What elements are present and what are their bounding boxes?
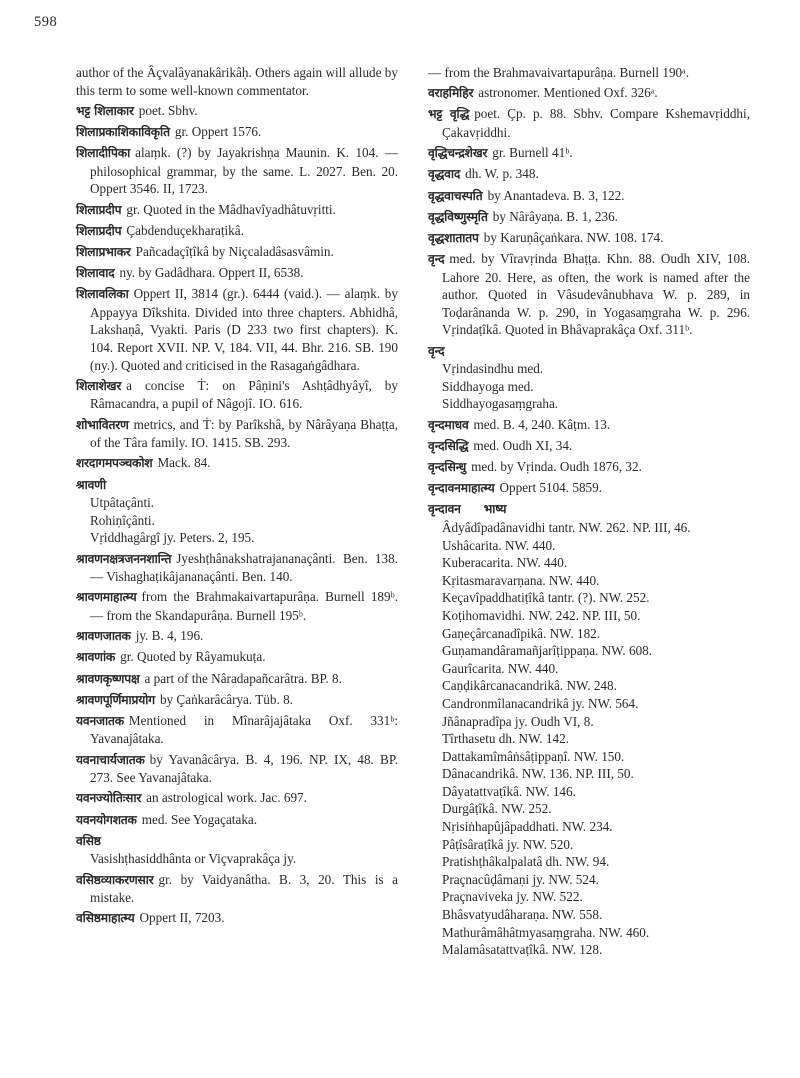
- entry-headword: वृन्दमाधव: [428, 417, 469, 432]
- dictionary-entry: [76, 712, 398, 748]
- dictionary-entry: [428, 187, 750, 206]
- entry-text: poet. Sbhv.: [138, 102, 198, 118]
- entry-text: by Yavanâcârya. B. 4, 196. NP. IX, 48. BP. 273. See Yavanajâtaka.: [90, 751, 398, 786]
- entry-headword: श्रावणनक्षत्रजननशान्ति: [76, 551, 172, 566]
- dictionary-entry: [76, 377, 398, 413]
- entry-subline: Dattakamîmâṅsâṭippaṇî. NW. 150.: [442, 748, 625, 764]
- dictionary-entry: [428, 479, 750, 498]
- entry-headword: भट्ट वृद्धि: [428, 107, 470, 122]
- entry-text: Mentioned in Mînarâjajâtaka Oxf. 331ᵇ: Yavanajâtaka.: [90, 712, 398, 747]
- dictionary-entry: [76, 454, 398, 473]
- entry-headword: वराहमिहिर: [428, 86, 474, 101]
- entry-subline: Pâṭîsâraṭîkâ jy. NW. 520.: [442, 836, 574, 852]
- entry-text: author of the Âçvalâyanakârikâḥ. Others again will allude by this term to some well-known commentator.: [76, 65, 398, 98]
- entry-headword: शिलाप्रकाशिकाविकृति: [76, 124, 170, 139]
- entry-text: by Karuṇâçaṅkara. NW. 108. 174.: [483, 229, 664, 245]
- entry-subline: Ushâcarita. NW. 440.: [442, 537, 556, 553]
- entry-subline: Praçnaviveka jy. NW. 522.: [442, 889, 583, 905]
- entry-text: by Çaṅkarâcârya. Tüb. 8.: [159, 691, 293, 707]
- entry-subline: Nṛisiṅhapûjâpaddhati. NW. 234.: [442, 819, 613, 835]
- entry-subline: Tîrthasetu dh. NW. 142.: [442, 731, 569, 747]
- entry-text: poet. Çp. p. 88. Sbhv. Compare Kshemavṛiddhi, Çakavṛiddhi.: [442, 106, 750, 140]
- page-number: 598: [34, 14, 58, 30]
- entry-headword: शोभावितरण: [76, 417, 129, 432]
- entry-text: med. by Vîravṛinda Bhaṭṭa. Khn. 88. Oudh XIV, 108. Lahore 20. Here, as often, the work is named after the author. Quoted in Vâsudevânubhava W. p. 289, in Toḍarânanda W. p. 290, in Yogasaṃgraha W. p. 296. Vṛindaṭîkâ. Quoted in Bhâvaprakâça Oxf. 311ᵇ.: [442, 251, 750, 338]
- entry-text: dh. W. p. 348.: [465, 166, 539, 182]
- dictionary-entry: [428, 105, 750, 141]
- entry-text: metrics, and Ṫ: by Parîkshâ, by Nârâyaṇa Bhaṭṭa, of the Târa family. IO. 1415. SB. 293.: [90, 416, 398, 451]
- entry-subline: Dâyatattvaṭîkâ. NW. 146.: [442, 783, 576, 799]
- entry-subline: Keçavîpaddhatiṭîkâ tantr. (?). NW. 252.: [442, 590, 650, 606]
- entry-text: Jyeshṭhânakshatrajananaçânti. Ben. 138. — Vishaghaṭikâjananaçânti. Ben. 140.: [90, 550, 398, 585]
- entry-text: alaṃk. (?) by Jayakrishṇa Maunin. K. 104. — philosophical grammar, by the same. L. 2027. Ben. 20. Oppert 3546. II, 1723.: [90, 145, 398, 197]
- entry-headword: वृद्धिचन्द्रशेखर: [428, 146, 488, 161]
- entry-subline: Pratishṭhâkalpalatâ dh. NW. 94.: [442, 854, 610, 870]
- dictionary-entry: [76, 691, 398, 710]
- entry-text: Oppert 5104. 5859.: [499, 480, 603, 496]
- entry-text: astronomer. Mentioned Oxf. 326ᵃ.: [478, 85, 658, 101]
- dictionary-entry: [76, 550, 398, 586]
- entry-headword-secondary: भाष्य: [483, 502, 507, 517]
- entry-text: med. Oudh XI, 34.: [473, 437, 573, 453]
- dictionary-entry: [428, 437, 750, 456]
- dictionary-entry: [428, 342, 750, 413]
- entry-headword: वृद्धविष्णुस्मृति: [428, 209, 488, 224]
- dictionary-entry: [428, 84, 750, 103]
- entry-headword: वसिष्ठमाहात्म्य: [76, 911, 135, 926]
- entry-headword: श्रावणमाहात्म्य: [76, 590, 137, 605]
- entry-headword: वृन्दसिन्धु: [428, 460, 467, 474]
- entry-text: jy. B. 4, 196.: [135, 628, 204, 644]
- entry-text: — from the Brahmavaivartapurâṇa. Burnell 190ᵃ.: [428, 65, 690, 80]
- dictionary-entry: [76, 811, 398, 830]
- dictionary-entry: [76, 909, 398, 928]
- left-column: [76, 64, 398, 931]
- entry-subline: Jñânapradîpa jy. Oudh VI, 8.: [442, 713, 594, 729]
- entry-subline: Vṛiddhagârgî jy. Peters. 2, 195.: [90, 530, 255, 546]
- dictionary-entry: [76, 222, 398, 241]
- dictionary-entry: [76, 789, 398, 808]
- entry-headword: वृद्धवाचस्पति: [428, 188, 483, 203]
- entry-headword: शरदागमपञ्चकोश: [76, 456, 153, 471]
- entry-headword: यवनयोगशतक: [76, 812, 137, 827]
- entry-headword: शिलाशेखर: [76, 378, 122, 393]
- entry-text: med. B. 4, 240. Kâṭm. 13.: [473, 416, 611, 432]
- entry-headword: वृन्दसिद्धि: [428, 438, 469, 453]
- entry-headword: शिलाप्रदीप: [76, 202, 122, 217]
- entry-headword: वृन्द: [428, 343, 445, 358]
- dictionary-entry: [428, 250, 750, 339]
- entry-headword: यवनजातक: [76, 713, 124, 728]
- entry-text: Çabdenduçekharaṭikâ.: [126, 222, 244, 238]
- entry-subline: Dânacandrikâ. NW. 136. NP. III, 50.: [442, 766, 634, 782]
- entry-subline: Gaurîcarita. NW. 440.: [442, 660, 559, 676]
- dictionary-entry: [76, 751, 398, 787]
- entry-headword: भट्ट शिलाकार: [76, 103, 134, 118]
- dictionary-entry: [428, 416, 750, 435]
- dictionary-entry: [76, 123, 398, 142]
- entry-headword: वृन्दावनमाहात्म्य: [428, 481, 495, 496]
- dictionary-entry: [428, 64, 750, 82]
- dictionary-entry: [76, 285, 398, 374]
- dictionary-entry: [76, 201, 398, 220]
- entry-text: Pañcadaçîṭîkâ by Niçcaladâsasvâmin.: [135, 243, 334, 259]
- entry-subline: Candronmîlanacandrikâ jy. NW. 564.: [442, 695, 639, 711]
- entry-subline: Praçnacûḍâmaṇi jy. NW. 524.: [442, 871, 599, 887]
- entry-text: gr. by Vaidyanâtha. B. 3, 20. This is a mistake.: [90, 871, 398, 906]
- entry-headword: श्रावणांक: [76, 650, 116, 665]
- entry-headword: शिलावलिका: [76, 287, 129, 302]
- dictionary-entry: [76, 670, 398, 689]
- entry-headword: वृन्द: [428, 252, 445, 267]
- dictionary-entry: [428, 229, 750, 248]
- entry-text: a part of the Nâradapañcarâtra. BP. 8.: [144, 670, 342, 686]
- entry-subline: Rohiṇîçânti.: [90, 512, 155, 528]
- entry-text: Oppert II, 7203.: [139, 910, 225, 926]
- entry-headword: शिलादीपिका: [76, 146, 131, 161]
- entry-text: a concise Ṫ: on Pâṇini's Ashṭâdhyâyî, by Râmacandra, a pupil of Nâgojî. IO. 616.: [90, 377, 398, 412]
- dictionary-entry: [76, 832, 398, 868]
- entry-subline: Mathurâmâhâtmyasaṃgraha. NW. 460.: [442, 924, 650, 940]
- entry-text: Mack. 84.: [157, 455, 211, 471]
- entry-subline: Kuberacarita. NW. 440.: [442, 555, 568, 571]
- dictionary-entry: [428, 500, 750, 958]
- entry-subline: Siddhayogasaṃgraha.: [442, 396, 559, 412]
- entry-text: gr. Quoted in the Mâdhavîyadhâtuvṛitti.: [126, 201, 336, 217]
- entry-subline: Bhâsvatyudâharaṇa. NW. 558.: [442, 907, 603, 923]
- entry-text: gr. Quoted by Râyamukuṭa.: [120, 649, 266, 665]
- dictionary-entry: [76, 627, 398, 646]
- entry-headword: वृद्धवाद: [428, 167, 461, 182]
- entry-headword: वसिष्ठ: [76, 833, 101, 848]
- dictionary-entry: [76, 264, 398, 283]
- entry-subline: Caṇḍikârcanacandrikâ. NW. 248.: [442, 678, 617, 694]
- entry-headword: वृन्दावन: [428, 502, 461, 517]
- entry-headword: वसिष्ठव्याकरणसार: [76, 872, 154, 887]
- entry-text: Oppert II, 3814 (gr.). 6444 (vaid.). — alaṃk. by Appayya Dîkshita. Divided into three chapters. Abhidhâ, Lakshaṇâ, Vyakti. Paris (D 233 two first chapters). K. 104. Report XVII. NP. V, 184. VII, 44. Bhr. 216. SB. 190 (ny.). Quoted and criticised in the Rasagaṅgâdhara.: [90, 286, 398, 373]
- dictionary-entry: [428, 208, 750, 227]
- entry-headword: शिलाप्रदीप: [76, 223, 122, 238]
- entry-headword: वृद्धशातातप: [428, 230, 479, 245]
- entry-headword: श्रावणी: [76, 477, 106, 492]
- dictionary-entry: [76, 476, 398, 547]
- dictionary-entry: [428, 144, 750, 163]
- entry-subline: Kṛitasmaravarṇana. NW. 440.: [442, 572, 600, 588]
- dictionary-entry: [76, 871, 398, 907]
- dictionary-entry: [428, 165, 750, 184]
- right-column: [428, 64, 750, 961]
- entry-subline: Utpâtaçânti.: [90, 495, 155, 511]
- entry-text: by Nârâyaṇa. B. 1, 236.: [492, 208, 618, 224]
- entry-subline: Âdyâdîpadânavidhi tantr. NW. 262. NP. III, 46.: [442, 519, 691, 535]
- entry-text: med. by Vṛinda. Oudh 1876, 32.: [471, 459, 642, 474]
- entry-subline: Vṛindasindhu med.: [442, 361, 544, 377]
- entry-text: med. See Yogaçataka.: [141, 811, 258, 827]
- dictionary-entry: [76, 243, 398, 262]
- entry-headword: यवनज्योतिःसार: [76, 791, 142, 806]
- entry-headword: यवनाचार्यजातक: [76, 752, 145, 767]
- entry-headword: श्रावणकृष्णपक्ष: [76, 671, 140, 686]
- entry-text: ny. by Gadâdhara. Oppert II, 6538.: [119, 265, 304, 281]
- dictionary-entry: [76, 648, 398, 667]
- entry-text: by Anantadeva. B. 3, 122.: [487, 187, 625, 203]
- dictionary-entry: [76, 102, 398, 121]
- dictionary-entry: [428, 458, 750, 477]
- entry-text: an astrological work. Jac. 697.: [146, 790, 307, 806]
- dictionary-entry: [76, 588, 398, 624]
- entry-subline: Durgâṭîkâ. NW. 252.: [442, 801, 552, 817]
- entry-subline: Vasishṭhasiddhânta or Viçvaprakâça jy.: [90, 851, 297, 867]
- entry-subline: Siddhayoga med.: [442, 378, 534, 394]
- entry-headword: श्रावणपूर्णिमाप्रयोग: [76, 692, 155, 707]
- entry-text: gr. Burnell 41ᵇ.: [492, 145, 573, 161]
- entry-subline: Gaṇeçârcanadîpikâ. NW. 182.: [442, 625, 601, 641]
- entry-text: from the Brahmakaivartapurâṇa. Burnell 189ᵇ. — from the Skandapurâṇa. Burnell 195ᵇ.: [90, 589, 398, 623]
- entry-headword: शिलाप्रभाकर: [76, 244, 131, 259]
- entry-headword: शिलावाद: [76, 266, 115, 281]
- entry-subline: Guṇamandâramañjarîṭippaṇa. NW. 608.: [442, 643, 653, 659]
- dictionary-entry: [76, 144, 398, 198]
- entry-headword: श्रावणजातक: [76, 629, 131, 644]
- dictionary-entry: [76, 64, 398, 99]
- dictionary-entry: [76, 416, 398, 452]
- entry-text: gr. Oppert 1576.: [174, 123, 262, 139]
- entry-subline: Koṭihomavidhi. NW. 242. NP. III, 50.: [442, 607, 641, 623]
- entry-subline: Malamâsatattvaṭîkâ. NW. 128.: [442, 942, 603, 958]
